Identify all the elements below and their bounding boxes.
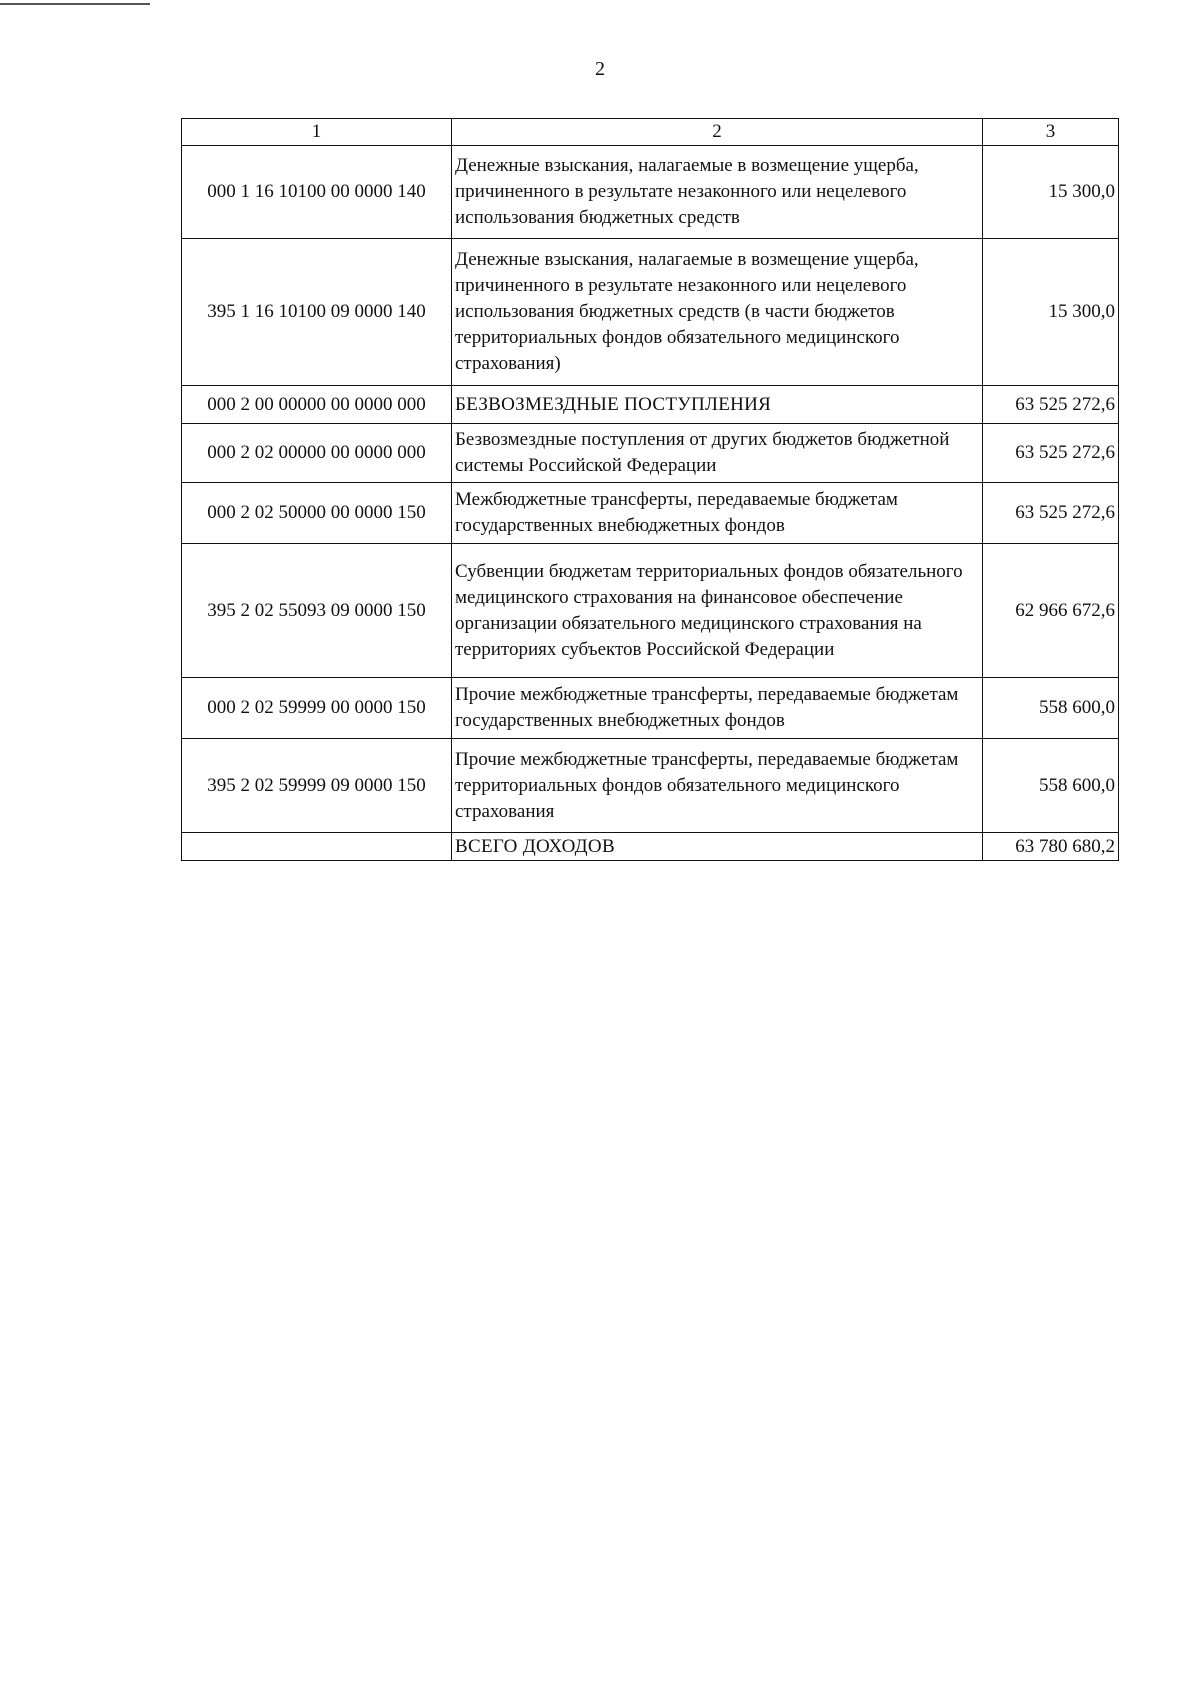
- row-code: 000 2 02 00000 00 0000 000: [182, 424, 452, 483]
- scan-artifact-line: [0, 3, 150, 5]
- row-name: БЕЗВОЗМЕЗДНЫЕ ПОСТУПЛЕНИЯ: [452, 386, 983, 424]
- row-code: 395 2 02 59999 09 0000 150: [182, 739, 452, 833]
- row-name: Денежные взыскания, налагаемые в возмещение ущерба, причиненного в результате незаконного или нецелевого использования бюджетных средств: [452, 146, 983, 239]
- row-amount: 63 525 272,6: [983, 483, 1119, 544]
- row-code: 000 2 00 00000 00 0000 000: [182, 386, 452, 424]
- page-number: 2: [595, 58, 605, 80]
- row-name: Субвенции бюджетам территориальных фондов обязательного медицинского страхования на финансовое обеспечение организации обязательного медицинского страхования на территориях субъектов Российской Федерации: [452, 544, 983, 678]
- column-header-code: 1: [182, 119, 452, 146]
- row-code: 000 1 16 10100 00 0000 140: [182, 146, 452, 239]
- row-name: Прочие межбюджетные трансферты, передаваемые бюджетам территориальных фондов обязательного медицинского страхования: [452, 739, 983, 833]
- row-name: Межбюджетные трансферты, передаваемые бюджетам государственных внебюджетных фондов: [452, 483, 983, 544]
- table-row: [182, 678, 1119, 739]
- row-amount: 63 525 272,6: [983, 386, 1119, 424]
- row-name: Денежные взыскания, налагаемые в возмещение ущерба, причиненного в результате незаконного или нецелевого использования бюджетных средств (в части бюджетов территориальных фондов обязательного медицинского страхования): [452, 239, 983, 386]
- total-code: [182, 833, 452, 861]
- row-amount: 62 966 672,6: [983, 544, 1119, 678]
- row-code: 000 2 02 50000 00 0000 150: [182, 483, 452, 544]
- row-code: 395 1 16 10100 09 0000 140: [182, 239, 452, 386]
- table-row: [182, 483, 1119, 544]
- row-amount: 558 600,0: [983, 678, 1119, 739]
- total-label: ВСЕГО ДОХОДОВ: [452, 833, 983, 861]
- table-row: [182, 544, 1119, 678]
- total-amount: 63 780 680,2: [983, 833, 1119, 861]
- row-code: 395 2 02 55093 09 0000 150: [182, 544, 452, 678]
- table-row: [182, 739, 1119, 833]
- row-amount: 15 300,0: [983, 146, 1119, 239]
- row-name: Безвозмездные поступления от других бюджетов бюджетной системы Российской Федерации: [452, 424, 983, 483]
- row-code: 000 2 02 59999 00 0000 150: [182, 678, 452, 739]
- table-total-row: [182, 833, 1119, 861]
- table-header-row: [182, 119, 1119, 146]
- row-name: Прочие межбюджетные трансферты, передаваемые бюджетам государственных внебюджетных фондов: [452, 678, 983, 739]
- table-row: [182, 239, 1119, 386]
- row-amount: 558 600,0: [983, 739, 1119, 833]
- row-amount: 63 525 272,6: [983, 424, 1119, 483]
- table-row: [182, 386, 1119, 424]
- table-row: [182, 146, 1119, 239]
- column-header-amount: 3: [983, 119, 1119, 146]
- column-header-name: 2: [452, 119, 983, 146]
- row-amount: 15 300,0: [983, 239, 1119, 386]
- table-row: [182, 424, 1119, 483]
- revenue-table: [181, 118, 1119, 861]
